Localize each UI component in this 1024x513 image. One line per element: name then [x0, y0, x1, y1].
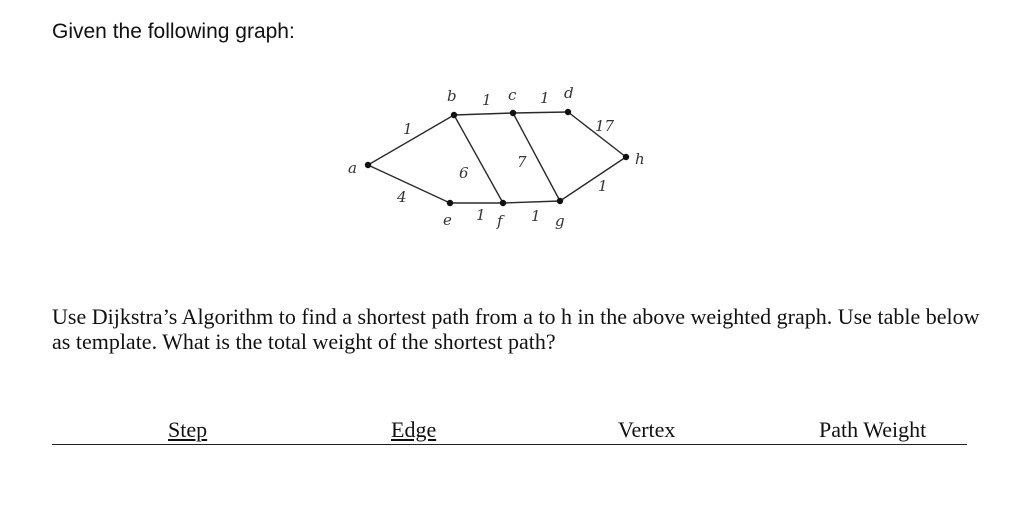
vertex-label-h: h [635, 150, 645, 168]
weight-g-h: 1 [598, 177, 608, 195]
weight-a-e: 4 [397, 188, 407, 206]
vertex-label-d: d [564, 84, 574, 102]
vertex-f [500, 200, 506, 206]
vertex-label-b: b [447, 87, 457, 105]
weight-b-f: 6 [459, 164, 469, 182]
vertex-e [447, 200, 453, 206]
vertex-g [557, 198, 563, 204]
vertex-label-f: f [497, 212, 503, 230]
vertex-b [451, 112, 457, 118]
page-heading: Given the following graph: [52, 20, 295, 43]
vertex-a [365, 162, 371, 168]
vertex-c [510, 110, 516, 116]
column-header-path-weight: Path Weight [819, 417, 927, 442]
edge-b-f [454, 115, 503, 203]
edge-c-d [513, 112, 568, 113]
edge-a-e [368, 165, 450, 203]
weight-d-h: 17 [595, 117, 615, 135]
column-header-step: Step [168, 417, 208, 442]
weight-f-g: 1 [531, 207, 541, 225]
vertex-h [623, 154, 629, 160]
vertex-label-c: c [508, 86, 517, 104]
vertex-label-e: e [443, 211, 452, 229]
vertex-d [565, 109, 571, 115]
weight-b-c: 1 [482, 91, 492, 109]
weight-c-d: 1 [540, 89, 550, 107]
weighted-graph-diagram [330, 75, 670, 245]
edge-g-h [560, 157, 626, 201]
weight-c-g: 7 [517, 153, 527, 171]
column-header-vertex: Vertex [618, 417, 676, 442]
weight-a-b: 1 [403, 120, 413, 138]
weight-e-f: 1 [476, 206, 486, 224]
vertex-label-g: g [555, 212, 565, 230]
vertex-label-a: a [348, 159, 357, 177]
edge-b-c [454, 113, 513, 115]
table-header-row [52, 416, 967, 445]
edge-f-g [503, 201, 560, 203]
column-header-edge: Edge [391, 417, 437, 442]
question-text: Use Dijkstra’s Algorithm to find a shortest path from a to h in the above weighted graph. Use table below as template. What is the total weight of the shortest path? [52, 304, 980, 354]
